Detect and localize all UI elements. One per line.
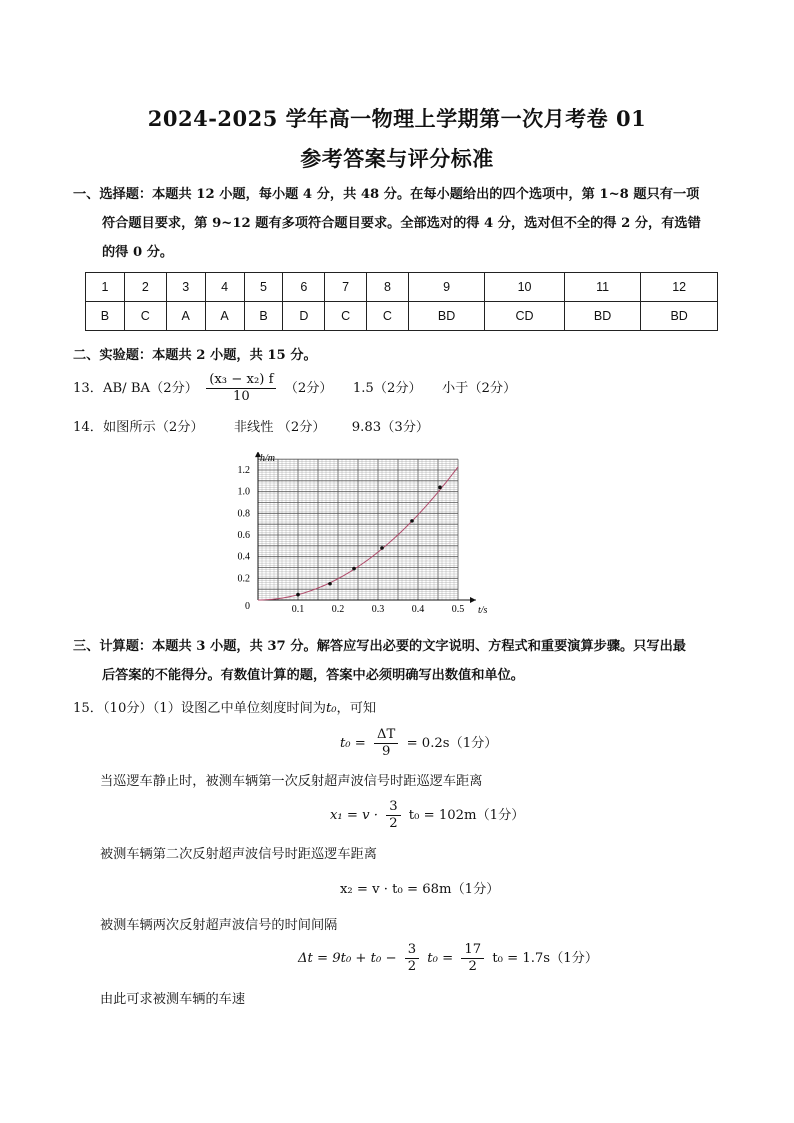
- h-t-chart: [230, 452, 510, 617]
- q15-intro-end: ，可知: [336, 701, 377, 716]
- eq2-fraction: [386, 799, 400, 832]
- q15-intro-var: t₀: [325, 701, 337, 716]
- y-tick-label: 1.2: [237, 465, 250, 476]
- y-tick-label: 0.8: [237, 508, 250, 520]
- q15-intro: [73, 697, 376, 716]
- question-number: 1: [86, 273, 125, 302]
- question-number: 6: [283, 273, 325, 302]
- answer-cell: B: [86, 302, 125, 331]
- q14-part2: 非线性 （2分）: [233, 420, 326, 435]
- eq4-rhs: t₀ = 1.7s（1分）: [492, 951, 599, 966]
- section1-line-1: 一、选择题：本题共 12 小题，每小题 4 分，共 48 分。在每小题给出的四个选项中，第 1~8 题只有一项: [73, 187, 700, 202]
- q13-line: [73, 372, 516, 405]
- eq1-fraction: [374, 727, 398, 760]
- q13-fraction: [206, 372, 276, 405]
- answer-cell: BD: [564, 302, 641, 331]
- eq4-denominator1: 2: [407, 959, 417, 974]
- q14-part3: 9.83（3分）: [351, 420, 430, 435]
- q14-line: [73, 416, 429, 435]
- answer-cell: A: [205, 302, 244, 331]
- q13-after-fraction: （2分）: [284, 381, 333, 396]
- x-tick-label: 0.2: [331, 604, 345, 615]
- eq2-rhs: t₀ = 102m（1分）: [408, 808, 525, 823]
- answer-cell: BD: [641, 302, 718, 331]
- x-tick-label: 0.3: [371, 604, 385, 615]
- y-tick-label: 0.6: [237, 530, 250, 541]
- question-number: 11: [564, 273, 641, 302]
- answer-table-answer-row: [86, 302, 718, 331]
- data-point: [438, 486, 442, 490]
- q13-fraction-numerator: (x₃ − x₂) f: [206, 372, 276, 389]
- eq2-denominator: 2: [389, 816, 398, 831]
- q15-eq3: x₂ = v · t₀ = 68m（1分）: [340, 882, 500, 897]
- page-title: 2024-2025 学年高一物理上学期第一次月考卷 01: [147, 106, 647, 131]
- answer-cell: C: [325, 302, 367, 331]
- data-point: [328, 582, 332, 586]
- question-number: 9: [408, 273, 485, 302]
- q15-text1: 当巡逻车静止时，被测车辆第一次反射超声波信号时距巡逻车距离: [100, 774, 483, 789]
- eq1-denominator: 9: [382, 744, 391, 759]
- question-number: 2: [124, 273, 166, 302]
- answer-table-number-row: [86, 273, 718, 302]
- eq1-lhs: t₀ =: [340, 736, 366, 751]
- eq2-lhs: x₁ = v ·: [330, 808, 378, 823]
- q14-part1: 14．如图所示（2分）: [73, 420, 204, 435]
- q15-text3: 被测车辆两次反射超声波信号的时间间隔: [100, 918, 338, 933]
- data-point: [380, 546, 384, 550]
- question-number: 5: [244, 273, 283, 302]
- answer-cell: D: [283, 302, 325, 331]
- section1-line-3: 的得 0 分。: [102, 245, 174, 260]
- eq4-denominator2: 2: [468, 959, 477, 974]
- section3-line-1: 三、计算题：本题共 3 小题，共 37 分。解答应写出必要的文字说明、方程式和重要演算步骤。只写出最: [73, 639, 686, 654]
- section3-line-2: 后答案的不能得分。有数值计算的题，答案中必须明确写出数值和单位。: [102, 668, 524, 683]
- question-number: 10: [485, 273, 564, 302]
- eq1-numerator: ΔT: [374, 727, 398, 744]
- answer-cell: C: [367, 302, 409, 331]
- y-tick-label: 1.0: [237, 486, 250, 498]
- question-number: 4: [205, 273, 244, 302]
- x-tick-label: 0.1: [291, 604, 305, 615]
- question-number: 8: [367, 273, 409, 302]
- q13-part3: 1.5（2分）: [352, 381, 422, 396]
- eq4-mid: t₀ =: [427, 951, 454, 966]
- y-axis-label: h/m: [260, 453, 275, 464]
- q15-eq1: [340, 727, 498, 760]
- eq4-lhs: Δt = 9t₀ + t₀ −: [298, 951, 397, 966]
- eq4-numerator2: 17: [461, 942, 484, 959]
- eq4-fraction2: [461, 942, 484, 975]
- eq2-numerator: 3: [386, 799, 400, 816]
- chart-grid: [258, 459, 458, 600]
- eq4-fraction1: [405, 942, 419, 975]
- origin-label: 0: [245, 601, 250, 612]
- question-number: 3: [166, 273, 205, 302]
- y-tick-label: 0.2: [237, 573, 250, 585]
- x-axis-arrow: [470, 597, 476, 603]
- x-tick-label: 0.4: [411, 604, 425, 615]
- answer-cell: B: [244, 302, 283, 331]
- question-number: 7: [325, 273, 367, 302]
- x-tick-label: 0.5: [451, 604, 465, 615]
- question-number: 12: [641, 273, 718, 302]
- section1-line-2: 符合题目要求，第 9~12 题有多项符合题目要求。全部选对的得 4 分，选对但不全的得 2 分，有选错: [102, 216, 701, 231]
- data-point: [296, 593, 300, 597]
- answer-table: [85, 272, 718, 331]
- answer-cell: A: [166, 302, 205, 331]
- q15-text4: 由此可求被测车辆的车速: [100, 992, 246, 1007]
- answer-cell: BD: [408, 302, 485, 331]
- eq4-numerator1: 3: [405, 942, 419, 959]
- section2-heading: 二、实验题：本题共 2 小题，共 15 分。: [73, 348, 317, 363]
- q15-text2: 被测车辆第二次反射超声波信号时距巡逻车距离: [100, 847, 377, 862]
- q15-eq4: [298, 942, 598, 975]
- data-point: [352, 567, 356, 571]
- answer-cell: CD: [485, 302, 564, 331]
- q15-intro-text: 15．（10分）（1）设图乙中单位刻度时间为: [73, 701, 326, 716]
- data-point: [410, 519, 414, 523]
- answer-cell: C: [124, 302, 166, 331]
- q13-prefix: 13．AB/ BA（2分）: [73, 381, 198, 396]
- q13-fraction-denominator: 10: [232, 389, 250, 404]
- y-tick-label: 0.4: [237, 551, 250, 563]
- q13-part4: 小于（2分）: [441, 381, 517, 396]
- page-subtitle: 参考答案与评分标准: [300, 146, 494, 171]
- q15-eq2: [330, 799, 524, 832]
- x-axis-label: t/s: [478, 605, 488, 616]
- eq1-rhs: = 0.2s（1分）: [406, 736, 498, 751]
